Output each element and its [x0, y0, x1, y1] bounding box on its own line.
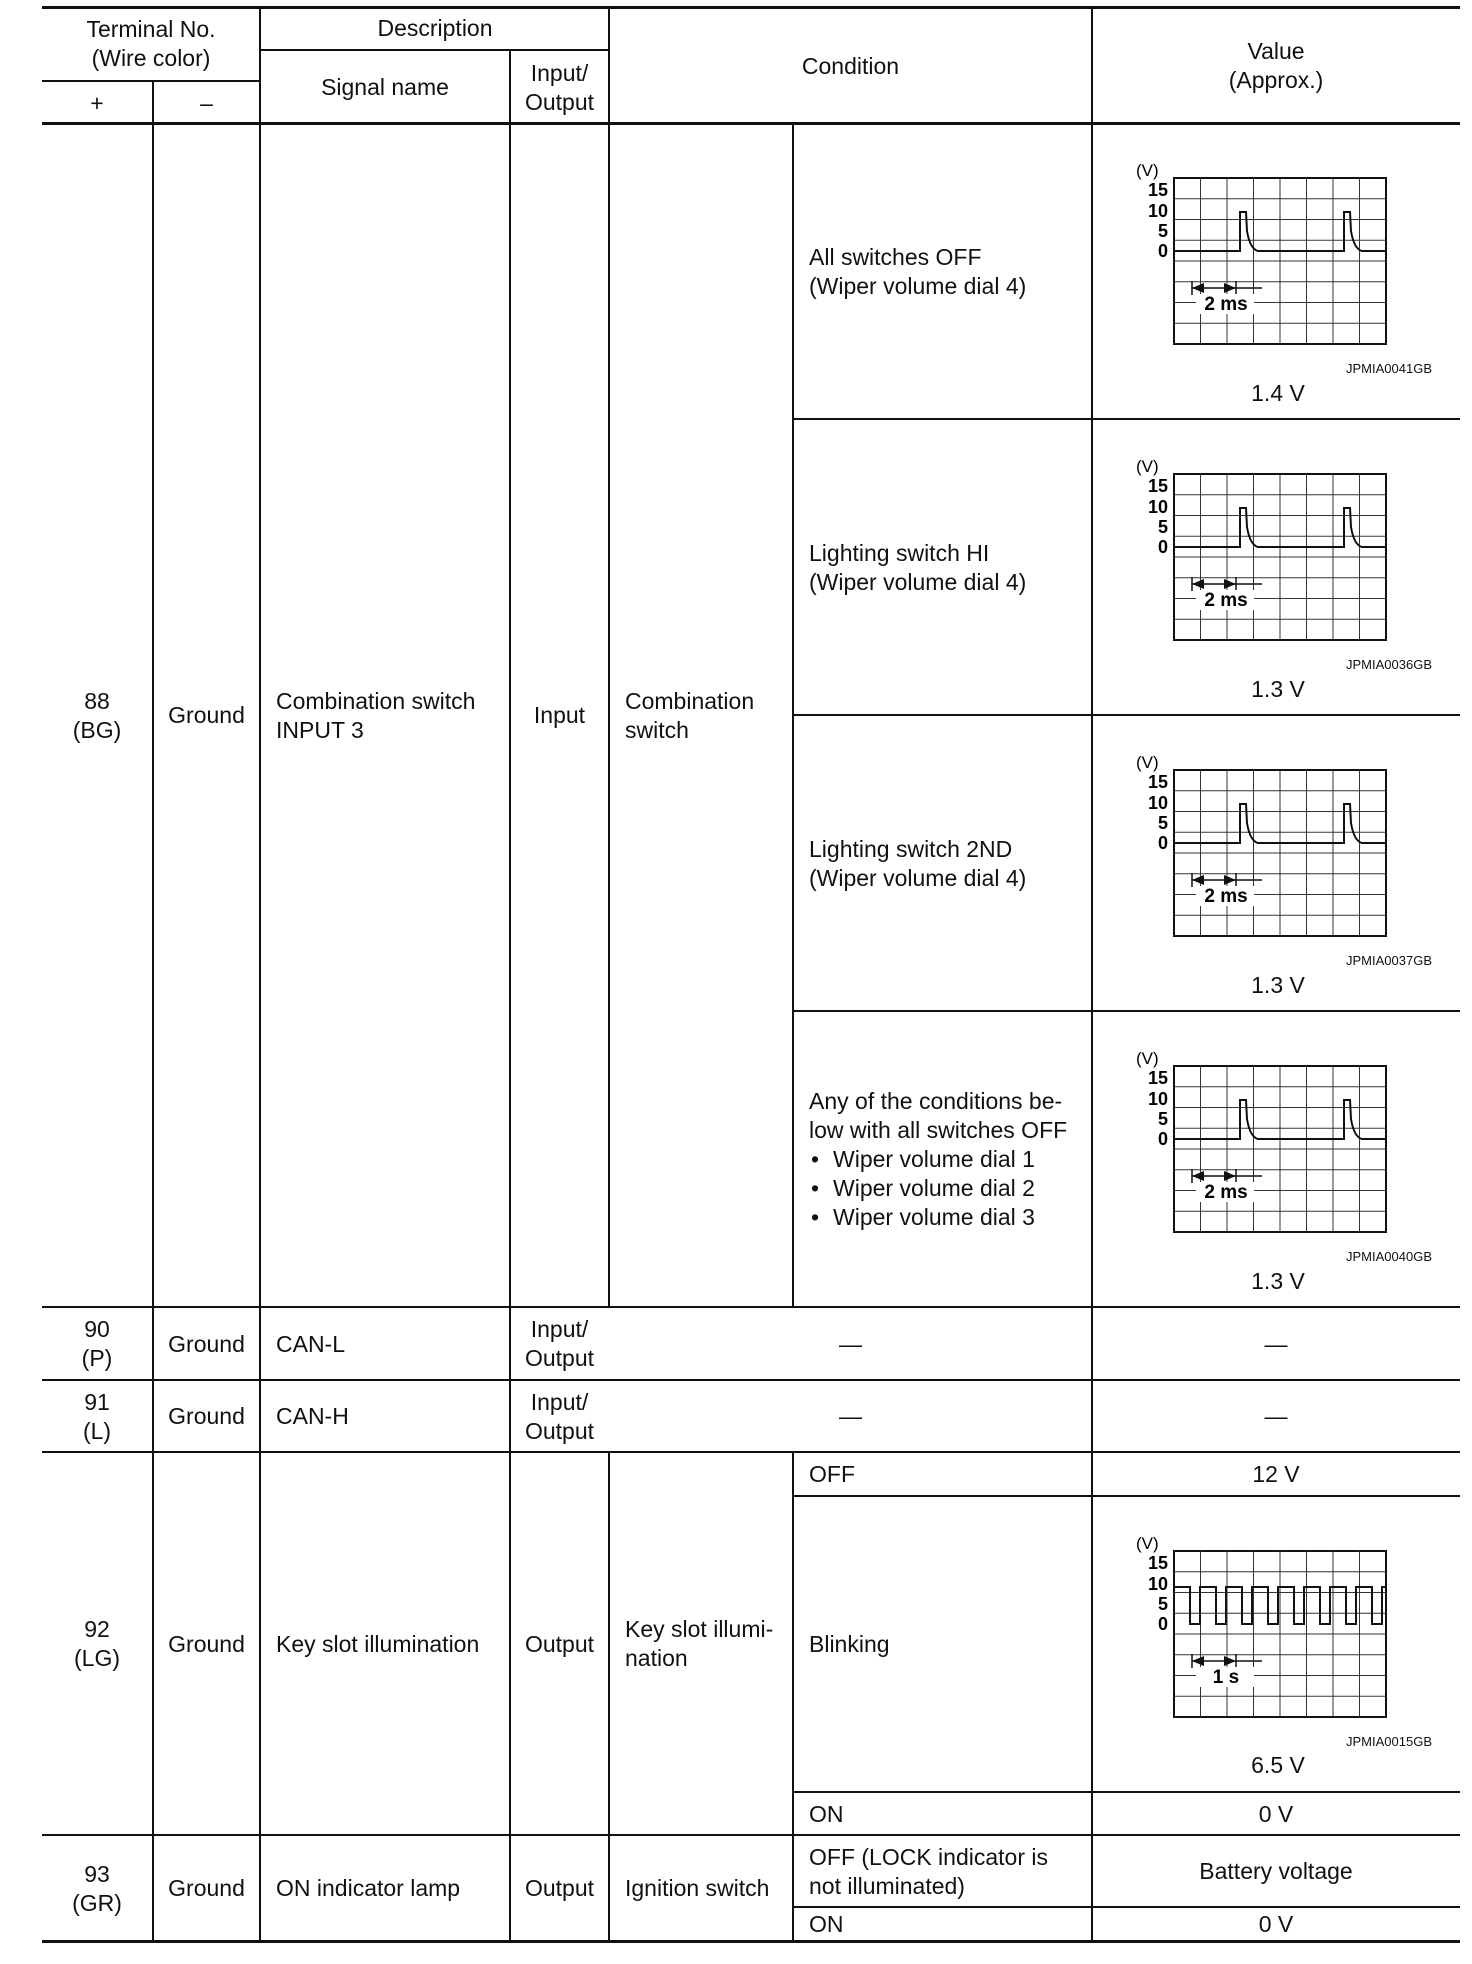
signal-name: CAN-L [276, 1330, 346, 1357]
wire-color: (BG) [72, 716, 122, 743]
sub-condition-off: OFF [809, 1461, 855, 1487]
minus-terminal: Ground [168, 702, 245, 728]
time-scale-label: 2 ms [1204, 294, 1248, 315]
signal-line2: INPUT 3 [276, 716, 364, 743]
terminal-number: 88 [84, 687, 110, 714]
wire-color: (P) [81, 1345, 113, 1371]
axis-unit-label: (V) [1136, 1534, 1159, 1553]
header-input-output [510, 51, 609, 124]
time-marker-arrow [1224, 283, 1236, 293]
figure-code: JPMIA0040GB [1346, 1249, 1432, 1264]
oscilloscope-waveform [1132, 752, 1392, 947]
sub-condition-on: ON [809, 1911, 844, 1937]
axis-tick-label: 5 [1157, 517, 1168, 537]
terminal-92 [42, 1453, 152, 1835]
waveform-svg [1132, 1533, 1392, 1723]
waveform-svg [1132, 456, 1392, 646]
axis-unit-label: (V) [1136, 161, 1159, 180]
axis-tick-label: 10 [1147, 497, 1168, 517]
header-wire-color-label: (Wire color) [91, 45, 211, 71]
oscilloscope-waveform [1132, 1533, 1392, 1728]
sub-condition-line1: Lighting switch 2ND [809, 835, 1013, 862]
header-value [1092, 8, 1460, 124]
condition-dash: — [839, 1330, 862, 1357]
wire-color: (L) [82, 1417, 112, 1444]
io-line2: Output [524, 1345, 595, 1371]
header-condition: Condition [801, 52, 900, 79]
figure-code: JPMIA0015GB [1346, 1734, 1432, 1749]
sub-condition-line1: Lighting switch HI [809, 539, 990, 566]
condition-line1: Combination [625, 687, 755, 714]
header-io-line2: Output [524, 88, 595, 115]
figure-code: JPMIA0041GB [1346, 361, 1432, 376]
sub-condition-blinking: Blinking [809, 1631, 890, 1657]
axis-tick-label: 10 [1147, 1574, 1168, 1594]
sub-condition-line1: All switches OFF [809, 243, 982, 270]
value-reading: 1.3 V [1251, 1268, 1305, 1294]
time-marker-arrow [1224, 1171, 1236, 1181]
axis-tick-label: 10 [1147, 201, 1168, 221]
axis-tick-label: 0 [1157, 1614, 1168, 1634]
time-marker-arrow [1192, 1656, 1204, 1666]
condition-line2: switch [625, 716, 689, 743]
time-marker-arrow [1192, 1171, 1204, 1181]
time-scale-label: 1 s [1212, 1667, 1240, 1688]
axis-unit-label: (V) [1136, 457, 1159, 476]
value-reading: 6.5 V [1251, 1752, 1305, 1778]
bullet-item: • Wiper volume dial 1 [829, 1145, 1035, 1174]
value-off: 12 V [1252, 1461, 1300, 1487]
bullet-list [809, 1145, 1035, 1232]
terminal-number: 90 [84, 1316, 110, 1342]
terminal-number: 92 [84, 1616, 110, 1642]
sub-condition-line2: not illuminated) [809, 1872, 965, 1899]
waveform-svg [1132, 160, 1392, 350]
header-io-line1: Input/ [530, 59, 589, 86]
signal-name: ON indicator lamp [276, 1875, 461, 1901]
condition-main [609, 124, 793, 1307]
oscilloscope-waveform [1132, 160, 1392, 355]
header-value-line1: Value [1247, 38, 1305, 64]
time-marker-arrow [1224, 579, 1236, 589]
value-off: Battery voltage [1199, 1858, 1353, 1884]
header-terminal-label: Terminal No. [86, 16, 216, 42]
axis-tick-label: 0 [1157, 241, 1168, 261]
bullet-item: • Wiper volume dial 2 [829, 1174, 1035, 1203]
terminal-90 [42, 1308, 152, 1380]
value-on: 0 V [1258, 1911, 1294, 1937]
header-minus: – [200, 89, 213, 116]
axis-tick-label: 5 [1157, 1594, 1168, 1614]
axis-tick-label: 0 [1157, 833, 1168, 853]
value-dash: — [1264, 1403, 1288, 1429]
axis-tick-label: 5 [1157, 1109, 1168, 1129]
io-type [510, 1381, 609, 1452]
axis-tick-label: 15 [1147, 180, 1168, 200]
axis-tick-label: 10 [1147, 1089, 1168, 1109]
wire-color: (LG) [74, 1645, 120, 1671]
io-type: Input [533, 702, 586, 728]
sub-condition-line2: (Wiper volume dial 4) [809, 864, 1027, 891]
bullet-item: • Wiper volume dial 3 [829, 1203, 1035, 1232]
time-marker-arrow [1192, 875, 1204, 885]
condition-main [609, 1453, 793, 1835]
value-reading: 1.4 V [1251, 380, 1305, 406]
time-marker-arrow [1192, 579, 1204, 589]
time-marker-arrow [1224, 1656, 1236, 1666]
axis-tick-label: 5 [1157, 221, 1168, 241]
value-on: 0 V [1258, 1800, 1294, 1827]
sub-condition-on: ON [809, 1800, 844, 1827]
minus-terminal: Ground [168, 1403, 245, 1429]
terminal-93 [42, 1836, 152, 1941]
minus-terminal: Ground [168, 1630, 245, 1657]
header-signal-name: Signal name [321, 74, 449, 100]
signal-name: Key slot illumination [276, 1630, 480, 1657]
minus-terminal: Ground [168, 1330, 245, 1357]
terminal-91 [42, 1381, 152, 1452]
minus-terminal: Ground [168, 1875, 245, 1901]
value-reading: 1.3 V [1251, 972, 1305, 998]
value-dash: — [1264, 1330, 1288, 1357]
axis-tick-label: 15 [1147, 476, 1168, 496]
terminal-number: 93 [84, 1860, 110, 1887]
axis-tick-label: 10 [1147, 793, 1168, 813]
condition-line1: Key slot illumi- [625, 1616, 774, 1642]
sub-condition [793, 716, 1092, 1011]
axis-unit-label: (V) [1136, 1049, 1159, 1068]
axis-tick-label: 15 [1147, 1068, 1168, 1088]
header-plus: + [90, 89, 104, 116]
waveform-svg [1132, 1048, 1392, 1238]
waveform-svg [1132, 752, 1392, 942]
oscilloscope-waveform [1132, 456, 1392, 651]
sub-condition-off [793, 1836, 1092, 1907]
io-line2: Output [524, 1417, 595, 1444]
terminal-number: 91 [84, 1388, 110, 1415]
condition-line2: nation [625, 1645, 688, 1671]
terminal-88 [42, 124, 152, 1307]
sub-condition-line1: Any of the conditions be- [809, 1088, 1063, 1114]
signal-name [260, 124, 510, 1307]
io-type: Output [524, 1630, 595, 1657]
io-line1: Input/ [530, 1316, 589, 1342]
signal-line1: Combination switch [276, 687, 476, 714]
axis-tick-label: 15 [1147, 1553, 1168, 1573]
axis-tick-label: 15 [1147, 772, 1168, 792]
sub-condition-line2: low with all switches OFF [809, 1117, 1068, 1143]
axis-tick-label: 0 [1157, 1129, 1168, 1149]
wire-color: (GR) [72, 1889, 122, 1916]
sub-condition [793, 124, 1092, 419]
time-marker-arrow [1224, 875, 1236, 885]
time-scale-label: 2 ms [1204, 590, 1248, 611]
header-terminal-no [42, 8, 260, 80]
header-description: Description [377, 15, 493, 41]
axis-tick-label: 5 [1157, 813, 1168, 833]
axis-tick-label: 0 [1157, 537, 1168, 557]
signal-name: CAN-H [276, 1403, 349, 1429]
time-scale-label: 2 ms [1204, 886, 1248, 907]
oscilloscope-waveform [1132, 1048, 1392, 1243]
figure-code: JPMIA0037GB [1346, 953, 1432, 968]
sub-condition-line2: (Wiper volume dial 4) [809, 568, 1027, 595]
sub-condition [793, 420, 1092, 715]
figure-code: JPMIA0036GB [1346, 657, 1432, 672]
condition-dash: — [839, 1403, 862, 1429]
io-type [510, 1308, 609, 1380]
time-scale-label: 2 ms [1204, 1182, 1248, 1203]
condition-main: Ignition switch [625, 1875, 770, 1901]
value-reading: 1.3 V [1251, 676, 1305, 702]
sub-condition-line1: OFF (LOCK indicator is [809, 1843, 1048, 1870]
sub-condition [793, 1012, 1092, 1307]
header-value-line2: (Approx.) [1228, 67, 1324, 93]
time-marker-arrow [1192, 283, 1204, 293]
axis-unit-label: (V) [1136, 753, 1159, 772]
sub-condition-line2: (Wiper volume dial 4) [809, 272, 1027, 299]
io-line1: Input/ [530, 1388, 589, 1415]
io-type: Output [524, 1875, 595, 1901]
